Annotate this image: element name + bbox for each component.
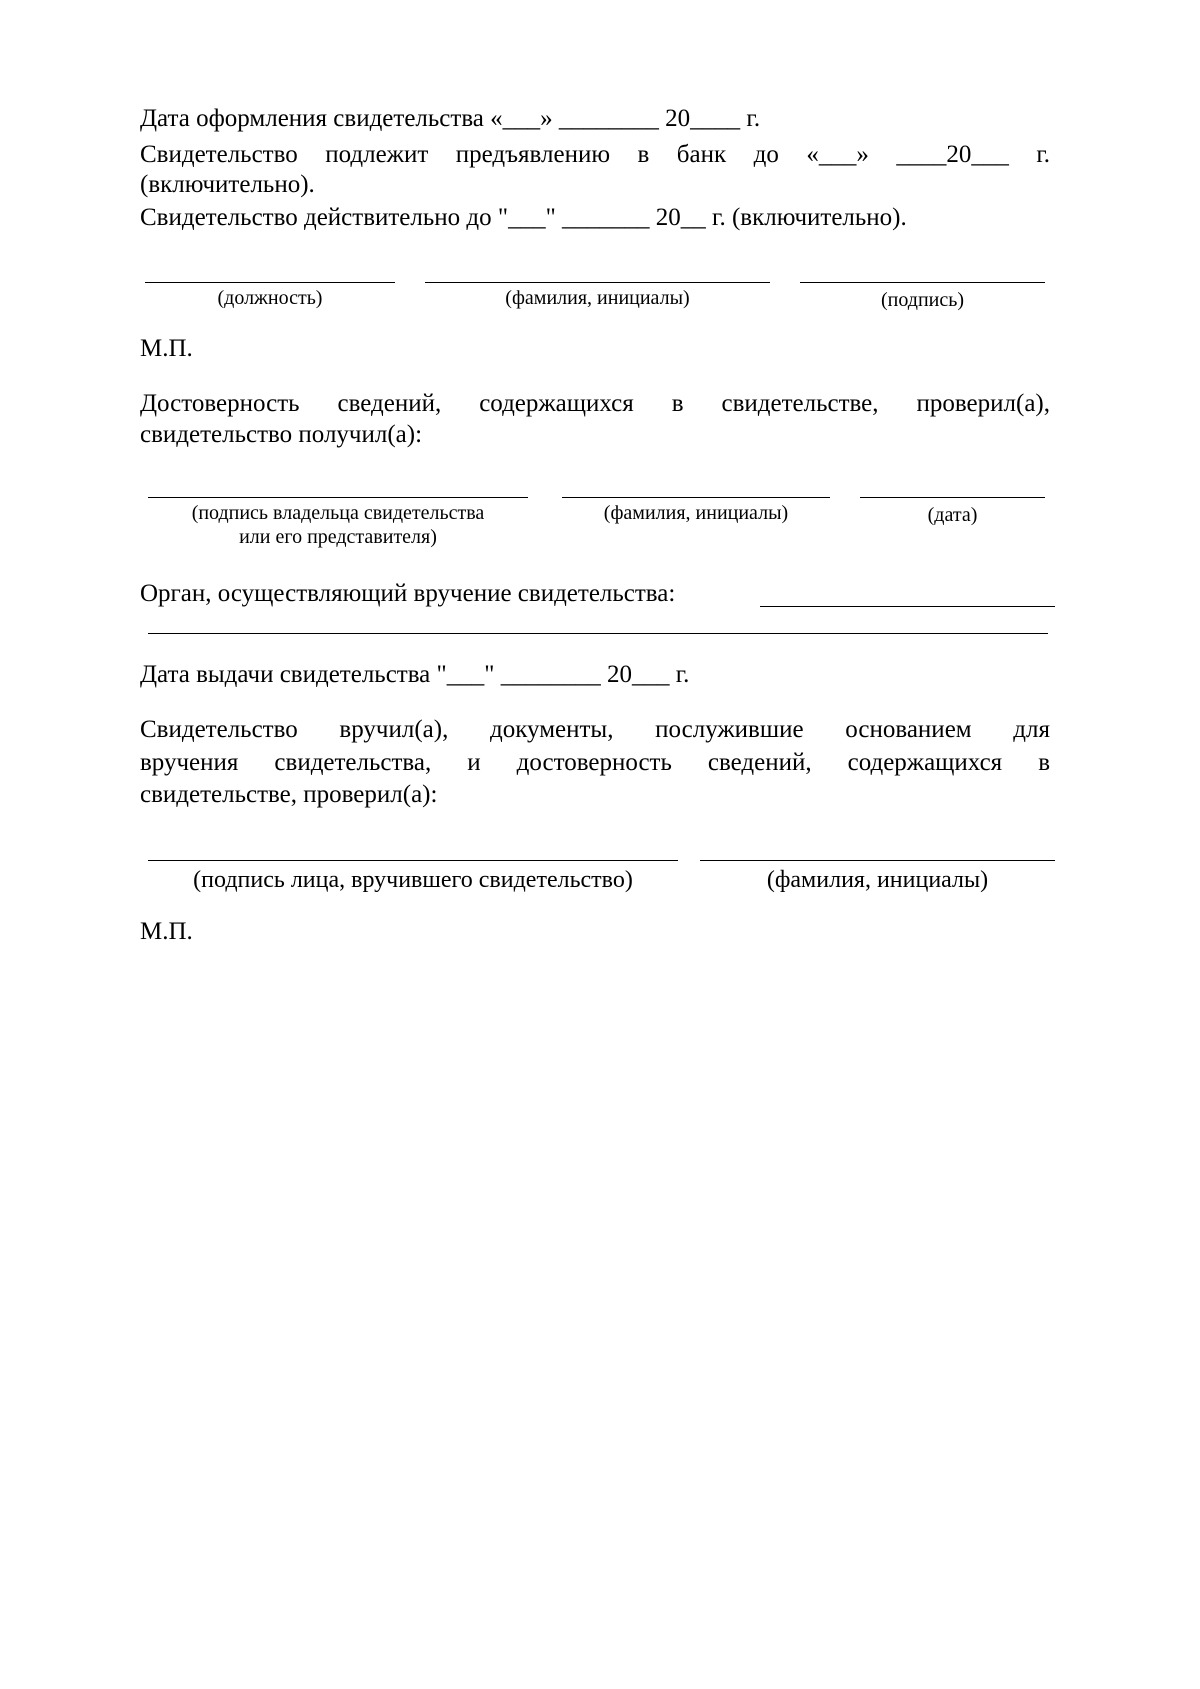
owner-caption-line-2: или его представителя) <box>239 526 437 548</box>
owner-signature-caption <box>148 501 528 549</box>
owner-name-caption: (фамилия, инициалы) <box>603 502 789 524</box>
owner-caption-line-1: (подпись владельца свидетельства <box>191 502 485 524</box>
name-signature-line <box>425 282 770 283</box>
handover-statement-line-2: вручения свидетельства, и достоверность сведений, содержащихся в <box>140 749 1050 776</box>
stamp-place-label-2: М.П. <box>140 918 193 945</box>
validity-line: Свидетельство действительно до "___" _______ 20__ г. (включительно). <box>140 204 907 231</box>
bank-presentation-line-end: (включительно). <box>140 171 315 198</box>
handover-statement-line-3: свидетельстве, проверил(а): <box>140 781 438 808</box>
signature-line <box>800 282 1045 283</box>
receipt-date-caption: (дата) <box>927 504 978 526</box>
stamp-place-label: М.П. <box>140 335 193 362</box>
name-caption: (фамилия, инициалы) <box>505 287 690 309</box>
handed-signature-caption: (подпись лица, вручившего свидетельство) <box>193 867 633 893</box>
authority-field-line <box>760 606 1055 607</box>
authority-label: Орган, осуществляющий вручение свидетельства: <box>140 580 676 607</box>
position-caption: (должность) <box>217 287 323 309</box>
handed-signature-line <box>148 860 678 861</box>
owner-signature-line <box>148 497 528 498</box>
handed-name-line <box>700 860 1055 861</box>
authority-field-line-2 <box>148 633 1048 634</box>
position-signature-line <box>145 282 395 283</box>
issue-date-line: Дата оформления свидетельства «___» ________ 20____ г. <box>140 105 761 132</box>
verification-line: Достоверность сведений, содержащихся в свидетельстве, проверил(а), <box>140 390 1050 417</box>
handed-name-caption: (фамилия, инициалы) <box>766 867 989 893</box>
owner-name-line <box>562 497 830 498</box>
bank-presentation-line: Свидетельство подлежит предъявлению в банк до «___» ____20___ г. <box>140 141 1050 168</box>
signature-caption: (подпись) <box>880 289 965 311</box>
handover-statement-line-1: Свидетельство вручил(а), документы, послужившие основанием для <box>140 716 1050 743</box>
verification-line-end: свидетельство получил(а): <box>140 421 423 448</box>
handover-date-line: Дата выдачи свидетельства "___" ________ 20___ г. <box>140 661 690 688</box>
receipt-date-line <box>860 497 1045 498</box>
